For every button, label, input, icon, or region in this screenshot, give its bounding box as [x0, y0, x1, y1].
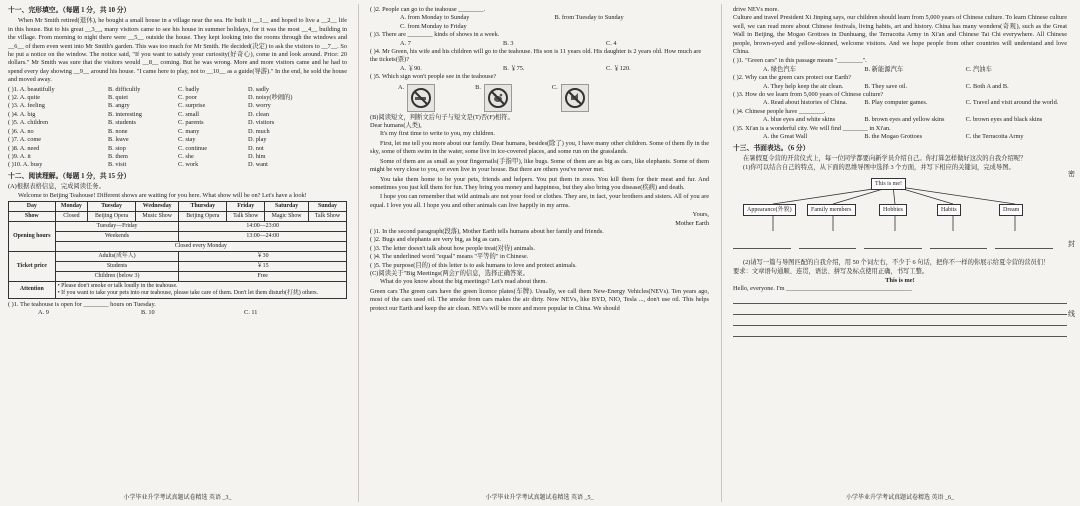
table-cell: Show	[9, 211, 56, 221]
option: C. she	[178, 152, 194, 160]
option: C. ￥120.	[606, 64, 631, 72]
option: C. continue	[178, 144, 208, 152]
question: ( )2. Why can the green cars protect our Earth?	[733, 74, 852, 82]
hours-closed: Closed every Monday	[55, 241, 346, 251]
table-row-days	[9, 201, 347, 211]
letter-paragraph: Some of them are as small as your fingernails(手指甲), like bugs. Some of them are as big as cars, like elephants. Some of them might be very close to you, or even live in your house. But there are others you've never met.	[370, 157, 709, 174]
teahouse-table	[8, 201, 347, 299]
option: D. visitors	[248, 119, 275, 127]
option: C. poor	[178, 94, 197, 102]
tf-question: ( )3. The letter doesn't talk about how people treat(对待) animals.	[370, 244, 536, 252]
question-options	[733, 116, 1067, 124]
page-footer: 小学毕业升学考试真题试卷精选 英语 _5_	[485, 494, 594, 501]
option: B. none	[108, 127, 128, 135]
option: C. surprise	[178, 102, 206, 110]
table-header-cell: Saturday	[265, 201, 309, 211]
table-row-price-3	[9, 271, 347, 281]
writing-task-1: (1)你可以结合自己的特点，从下面的思维导图中选择 3 个方面，并写下相应的关键词，完成导图。	[743, 164, 1015, 172]
option: B. them	[108, 152, 128, 160]
option: D. play	[248, 136, 267, 144]
option: B. leave	[108, 136, 129, 144]
cloze-option-row	[8, 161, 347, 169]
page-6	[725, 0, 1075, 506]
mind-map-item-dream: Dream	[999, 204, 1023, 216]
option: C. work	[178, 161, 199, 169]
question-5: ( )5. Which sign won't people see in the teahouse?	[370, 73, 497, 81]
writing-task-2: (2)请写一篇与导图匹配的自我介绍，用 50 个词左右，不少于 6 句话，把你不一样的你展示给夏令营的营员们！	[743, 258, 1050, 266]
option: D. want	[248, 161, 268, 169]
option: D. worry	[248, 102, 271, 110]
writing-intro: 在暑假夏令营的开营仪式上，每一位同学都要向新学员介绍自己。你打算怎样做好这次的自我介绍呢？	[743, 154, 1027, 162]
hours-days-1: Tuesday—Friday	[55, 221, 179, 231]
passage-continuation: drive NEVs more.	[733, 6, 779, 13]
question-1-options	[8, 309, 347, 317]
hours-time-1: 14:00—23:00	[179, 221, 347, 231]
option: A. ￥90.	[400, 64, 422, 72]
answer-line[interactable]	[799, 240, 857, 249]
mind-map-item-family: Family members	[807, 204, 856, 216]
option: C. Travel and visit around the world.	[965, 99, 1059, 107]
option: B. difficultly	[108, 85, 141, 93]
price-type-2: Students	[55, 261, 179, 271]
table-row-hours-1	[9, 221, 347, 231]
table-cell: Beijing Opera	[179, 211, 227, 221]
hours-time-2: 13:00—24:00	[179, 231, 347, 241]
tf-question: ( )1. In the second paragraph(段落), Mother Earth tells humans about her family and friends.	[370, 227, 604, 235]
option: ( )4. A. big	[8, 110, 36, 118]
option: C. many	[178, 127, 200, 135]
option: B. stop	[108, 144, 126, 152]
cloze-option-row	[8, 136, 347, 144]
cloze-option-row	[8, 119, 347, 127]
table-header-cell: Friday	[227, 201, 265, 211]
question-3-options	[370, 40, 709, 48]
option: B. quiet	[108, 94, 128, 102]
price-label: Ticket price	[9, 251, 56, 281]
option: ( )7. A. come	[8, 136, 42, 144]
cloze-heading: 十一、完形填空。（每题 1 分，共 10 分）	[8, 7, 131, 14]
option: D. sadly	[248, 85, 269, 93]
table-header-cell: Monday	[55, 201, 88, 211]
page-footer: 小学毕业升学考试真题试卷精选 英语 _6_	[845, 494, 954, 501]
question-5-signs	[398, 84, 709, 112]
letter-sign-off: Yours,	[692, 211, 709, 219]
page-footer: 小学毕业升学考试真题试卷精选 英语 _3_	[123, 494, 232, 501]
writing-line[interactable]	[733, 328, 1067, 337]
option: A. from Monday to Sunday	[400, 14, 470, 22]
question-options	[733, 99, 1067, 107]
question-options	[733, 133, 1067, 141]
reading-c-questions	[733, 57, 1067, 141]
table-row-hours-3	[9, 241, 347, 251]
attention-text: • Please don't smoke or talk loudly in the teahouse. • If you want to take your pets into our teahouse, please take care of them. Don't let them disturb(打扰) others.	[55, 281, 346, 298]
no-smoking-sign-icon	[407, 84, 435, 112]
reading-a-intro: Welcome to Beijing Teahouse! Different shows are waiting for you here. What show will be on? Let's have a look!	[18, 191, 307, 199]
option: B. from Tuesday to Sunday	[554, 14, 624, 22]
question-4-options	[370, 65, 709, 73]
mind-map-answer-lines	[733, 238, 1053, 251]
price-value-2: ￥15	[179, 261, 347, 271]
question-1: ( )1. The teahouse is open for ________ hours on Tuesday.	[8, 300, 156, 308]
attention-label: Attention	[9, 281, 56, 298]
reading-c-intro: What do you know about the big meetings? Let's read about them.	[380, 278, 547, 286]
binding-mark: 线	[1068, 310, 1075, 318]
table-row-shows	[9, 211, 347, 221]
page-3	[0, 0, 355, 506]
option: B.	[475, 83, 481, 91]
option: C. the Terracotta Army	[965, 133, 1024, 141]
table-header-cell: Wednesday	[136, 201, 179, 211]
letter-paragraph: First, let me tell you more about our family. Dear humans, besides(除了) you, I have many other children. Some of them fly in the sky, some of them swim in the water, some live in ice-covered places, and some run on the grasslands.	[370, 139, 709, 156]
option: C. badly	[178, 85, 200, 93]
mind-map	[733, 176, 1067, 256]
option: ( )5. A. children	[8, 119, 49, 127]
cloze-option-row	[8, 153, 347, 161]
cloze-passage: When Mr Smith retired(退休), he bought a small house in a village near the sea. He built it __1__ and hoped to live a __2__ life in this house. But to his great __3__, many visitors came to see his house in summer holidays, for it was the most __4__ building in the village. From morning to night there were __5__ outside the house. They kept looking into the rooms through the windows and __6__ of them even went into Mr Smith's garden. This was too much for Mr Smith. He decided(决定) to ask the visitors to __7__. So he put a notice on the window. The notice said, "If you want to satisfy your curiosity(好奇心), come in and look around. Price: 20 dollars." Mr Smith was sure that the visitors would __8__ coming. But he was wrong. More and more visitors came and he had to spend every day showing __9__ around his house. "I came here to play, not to __10__ as a guide(导游)." In the end, he sold the house and moved away.	[8, 17, 347, 84]
cloze-option-row	[8, 86, 347, 94]
reading-heading: 十二、阅读理解。（每题 1 分，共 15 分）	[8, 172, 131, 180]
answer-line[interactable]	[930, 240, 988, 249]
cloze-option-row	[8, 145, 347, 153]
option: C. small	[178, 110, 199, 118]
option: A. the Great Wall	[763, 133, 808, 141]
question-options	[733, 66, 1067, 74]
table-cell: Closed	[55, 211, 88, 221]
option: B. the Mogao Grottoes	[864, 133, 923, 141]
option: B. Play computer games.	[864, 99, 928, 107]
option: A. 9	[38, 309, 49, 317]
table-header-cell: Sunday	[308, 201, 346, 211]
table-header-cell: Day	[9, 201, 56, 211]
option: D. him	[248, 152, 266, 160]
option: B. 10	[141, 309, 155, 317]
option: A.	[398, 83, 405, 91]
option: B. students	[108, 119, 136, 127]
binding-mark: 密	[1068, 170, 1075, 178]
tf-question: ( )5. The purpose(目的) of this letter is to ask humans to love and protect animals.	[370, 261, 577, 269]
no-loud-talking-sign-icon	[561, 84, 589, 112]
writing-line[interactable]	[733, 317, 1067, 326]
mind-map-item-habits: Habits	[937, 204, 961, 216]
option: B. visit	[108, 161, 127, 169]
table-row-attention	[9, 281, 347, 298]
table-header-cell: Thursday	[179, 201, 227, 211]
option: C.	[551, 83, 558, 91]
reading-a-instruction: (A)根据表格信息，完成阅读任务。	[8, 183, 105, 191]
cloze-option-row	[8, 128, 347, 136]
price-type-3: Children (below 3)	[55, 271, 179, 281]
table-cell: Beijing Opera	[88, 211, 136, 221]
option: D. noisy(吵闹的)	[248, 94, 293, 102]
question: ( )1. "Green cars" in this passage means "________".	[733, 57, 867, 65]
mind-map-center: This is me!	[871, 178, 906, 190]
mind-map-item-appearance: Appearance(外貌)	[743, 204, 796, 216]
option: D. not	[248, 144, 264, 152]
option: D. much	[248, 127, 270, 135]
option: A. 绿色汽车	[763, 65, 796, 73]
no-pets-sign-icon	[484, 84, 512, 112]
option: ( )8. A. need	[8, 144, 40, 152]
column-divider	[358, 4, 359, 502]
answer-line[interactable]	[995, 240, 1053, 249]
writing-line[interactable]	[733, 295, 1067, 304]
table-cell: Talk Show	[227, 211, 265, 221]
table-row-price-2	[9, 261, 347, 271]
tf-question: ( )4. The underlined word "equal" means "平等的" in Chinese.	[370, 253, 529, 261]
option: D. clean	[248, 110, 269, 118]
option: ( )9. A. it	[8, 152, 31, 160]
binding-mark: 封	[1068, 240, 1075, 248]
option: A. Read about histories of China.	[763, 99, 848, 107]
reading-b-instruction: (B)阅读短文，判断文后句子与短文是(T)否(F)相符。	[370, 113, 514, 121]
page-5	[362, 0, 717, 506]
option: C. 4	[606, 39, 617, 47]
option: B. They save oil.	[864, 82, 908, 90]
table-row-price-1	[9, 251, 347, 261]
price-value-3: Free	[179, 271, 347, 281]
option: C. 11	[244, 309, 258, 317]
option: ( )10. A. busy	[8, 161, 43, 169]
table-cell: Music Show	[136, 211, 179, 221]
writing-requirement: 要求：文章语句通顺、连贯，语法、拼写及标点使用正确，书写工整。	[733, 268, 929, 276]
cloze-options	[8, 86, 347, 170]
table-cell: Talk Show	[308, 211, 346, 221]
cloze-option-row	[8, 102, 347, 110]
option: A. They help keep the air clean.	[763, 82, 844, 90]
green-cars-passage: Green cars The green cars have the green licence plates(车牌). Usually, we call them New-Energy Vehicles(NEVs). Ten years ago, most of the cars used oil. The smoke from cars makes the air dirty. Now NEVs, like BYD, NIO, Tesla ..., don't use oil. This helps protect our Earth and keep the air clean. NEVs will be more and more popular in China. We should	[370, 287, 709, 312]
answer-line[interactable]	[864, 240, 922, 249]
mind-map-item-hobbies: Hobbies	[879, 204, 907, 216]
table-header-cell: Tuesday	[88, 201, 136, 211]
question-4: ( )4. Mr Green, his wife and his children will go to the teahouse. His son is 11 years old. His daughter is 2 years old. How much are the tickets(票)?	[370, 48, 702, 64]
option: A. 7	[400, 39, 411, 47]
question-2: ( )2. People can go to the teahouse ________.	[370, 6, 486, 13]
question-3: ( )3. There are ________ kinds of shows in a week.	[370, 31, 500, 39]
option: ( )6. A. no	[8, 127, 34, 135]
column-divider	[721, 4, 722, 502]
hours-label: Opening hours	[9, 221, 56, 251]
option: C. 汽油车	[965, 65, 992, 73]
option: C. from Monday to Friday	[400, 22, 467, 30]
tf-question: ( )2. Bugs and elephants are very big, as big as cars.	[370, 236, 501, 244]
price-value-1: ￥30	[179, 251, 347, 261]
option: A. blue eyes and white skins	[763, 116, 836, 124]
writing-start: Hello, everyone. I'm ________________________________________	[733, 284, 913, 292]
option: B. brown eyes and yellow skins	[864, 116, 945, 124]
option: B. ￥75.	[503, 64, 525, 72]
letter-paragraph: It's my first time to write to you, my children.	[380, 130, 495, 138]
option: C. Both A and B.	[965, 82, 1009, 90]
culture-passage: Culture and travel President Xi Jinping says, our children should learn from 5,000 years of Chinese culture. To learn Chinese culture well, we can read more about Chinese festivals, living habits, art and history. China has many wonders(奇观), such as the Great Wall in Beijing, the Mogao Grottoes in Dunhuang, the Terracotta Army in Xi'an and Chinese Tai Chi everywhere. All Chinese people, brown-eyed and yellow-skinned, welcome visitors. And we hope people from other countries will understand and love China.	[733, 14, 1067, 56]
letter-paragraph: You take them home to be your pets, friends and helpers. You put them in zoos. You kill them for their meat and fur. And sometimes you just kill them for fun. They bring you money and happiness, but they also bring you disease(疾病) and death.	[370, 175, 709, 191]
option: ( )1. A. beautifully	[8, 85, 55, 93]
option: ( )2. A. quite	[8, 94, 41, 102]
cloze-option-row	[8, 111, 347, 119]
table-row-hours-2	[9, 231, 347, 241]
writing-line[interactable]	[733, 306, 1067, 315]
option: B. interesting	[108, 110, 142, 118]
question: ( )3. How do we learn from 5,000 years of Chinese culture?	[733, 91, 884, 99]
option: B. 新能源汽车	[864, 65, 904, 73]
option: B. 3	[503, 39, 514, 47]
letter-paragraph: I hope you can remember that wild animals are not your food or clothes. They are, in fact, your brothers and sisters. All of you are equal. I love you all. I hope you and other animals can live happily in my arms.	[370, 193, 709, 209]
option: C. stay	[178, 136, 196, 144]
option: ( )3. A. feeling	[8, 102, 45, 110]
question: ( )4. Chinese people have ________.	[733, 107, 826, 115]
answer-line[interactable]	[733, 240, 791, 249]
option: C. brown eyes and black skins	[965, 116, 1043, 124]
writing-title: This is me!	[885, 276, 915, 284]
hours-days-2: Weekends	[55, 231, 179, 241]
price-type-1: Adults(成年人)	[55, 251, 179, 261]
question: ( )5. Xi'an is a wonderful city. We will find ________ in Xi'an.	[733, 124, 891, 132]
table-cell: Magic Show	[265, 211, 309, 221]
letter-signature: Mother Earth	[675, 219, 709, 227]
option: C. parents	[178, 119, 204, 127]
cloze-option-row	[8, 94, 347, 102]
writing-heading: 十三、书面表达。（6 分）	[733, 144, 810, 152]
option: B. angry	[108, 102, 130, 110]
question-2-options	[370, 14, 709, 22]
reading-c-instruction: (C)阅读关于"Big Meetings(两会)"的信息，选择正确答案。	[370, 269, 529, 277]
question-options	[733, 83, 1067, 91]
letter-greeting: Dear humans(人类),	[370, 122, 422, 130]
